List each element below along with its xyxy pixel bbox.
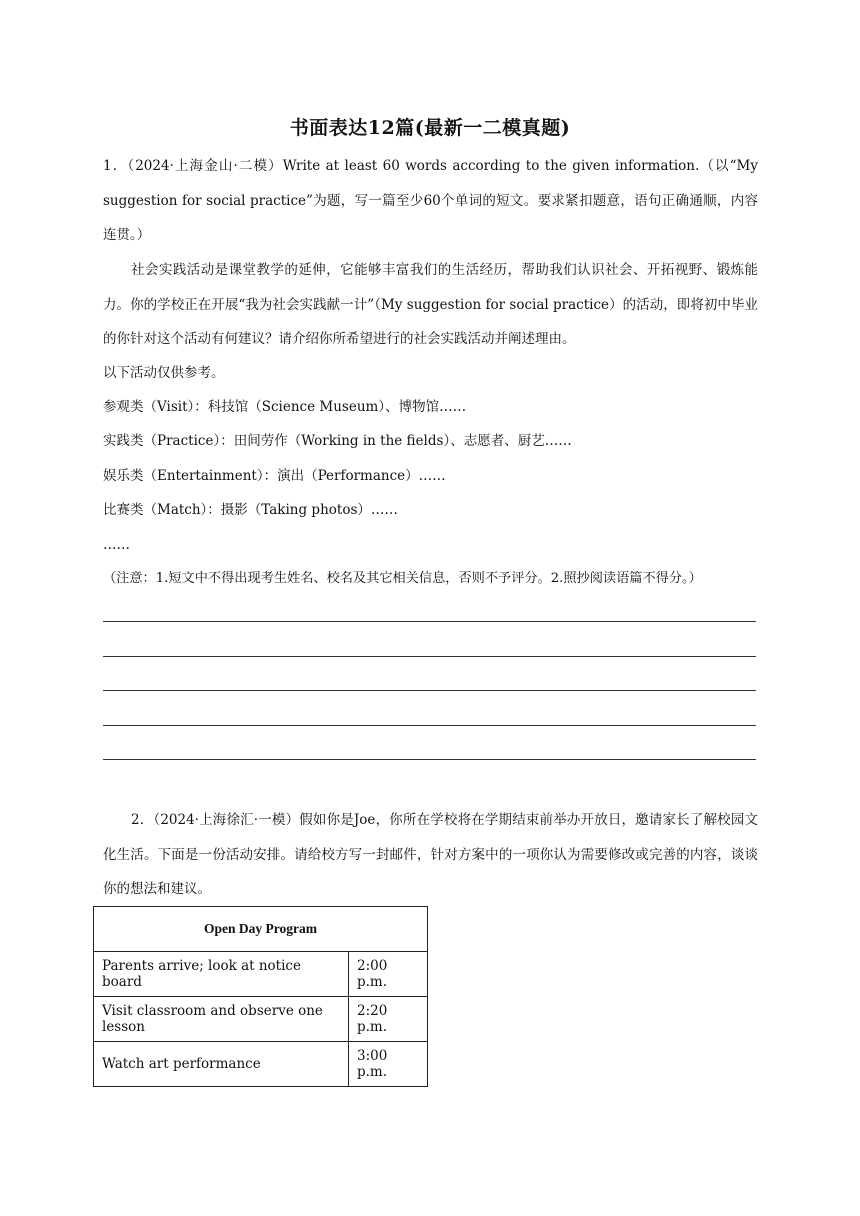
table-header: Open Day Program	[94, 907, 428, 952]
activity-cell: Watch art performance	[94, 1042, 349, 1087]
open-day-program-table	[93, 906, 428, 1087]
q1-option-practice: 实践类（Practice）：田间劳作（Working in the fields）、志愿者、厨艺……	[103, 433, 572, 449]
q2-prompt: 2．（2024·上海徐汇·一模）假如你是Joe，你所在学校将在学期结束前举办开放日，邀请家长了解校园文化生活。下面是一份活动安排。请给校方写一封邮件，针对方案中的一项你认为需要修改或完善的内容，谈谈你的想法和建议。	[103, 812, 758, 897]
table-header-row	[94, 907, 428, 952]
q1-reference-intro: 以下活动仅供参考。	[103, 365, 225, 381]
page-title: 书面表达12篇(最新一二模真题)	[289, 117, 571, 139]
table-row	[94, 1042, 428, 1087]
table-row	[94, 952, 428, 997]
q1-background: 社会实践活动是课堂教学的延伸，它能够丰富我们的生活经历，帮助我们认识社会、开拓视野、锻炼能力。你的学校正在开展“我为社会实践献一计”（My suggestion for social practice）的活动，即将初中毕业的你针对这个活动有何建议？请介绍你所希望进行的社会实践活动并阐述理由。	[103, 262, 758, 347]
activity-cell: Visit classroom and observe one lesson	[94, 997, 349, 1042]
answer-line[interactable]	[103, 725, 756, 726]
q1-option-match: 比赛类（Match）：摄影（Taking photos）……	[103, 502, 398, 518]
answer-line[interactable]	[103, 690, 756, 691]
table-row	[94, 997, 428, 1042]
time-cell: 3:00 p.m.	[349, 1042, 428, 1087]
q1-option-more: ……	[103, 537, 130, 553]
time-cell: 2:00 p.m.	[349, 952, 428, 997]
activity-cell: Parents arrive; look at notice board	[94, 952, 349, 997]
time-cell: 2:20 p.m.	[349, 997, 428, 1042]
q1-option-entertainment: 娱乐类（Entertainment）：演出（Performance）……	[103, 468, 446, 484]
q1-prompt: 1．（2024·上海金山·二模）Write at least 60 words according to the given information.（以“My suggestion for social practice”为题，写一篇至少60个单词的短文。要求紧扣题意，语句正确通顺，内容连贯。）	[103, 158, 758, 243]
q1-option-visit: 参观类（Visit）：科技馆（Science Museum）、博物馆……	[103, 399, 467, 415]
q1-note: （注意：1.短文中不得出现考生姓名、校名及其它相关信息，否则不予评分。2.照抄阅读语篇不得分。）	[103, 571, 702, 586]
answer-line[interactable]	[103, 621, 756, 622]
answer-line[interactable]	[103, 656, 756, 657]
answer-line[interactable]	[103, 759, 756, 760]
